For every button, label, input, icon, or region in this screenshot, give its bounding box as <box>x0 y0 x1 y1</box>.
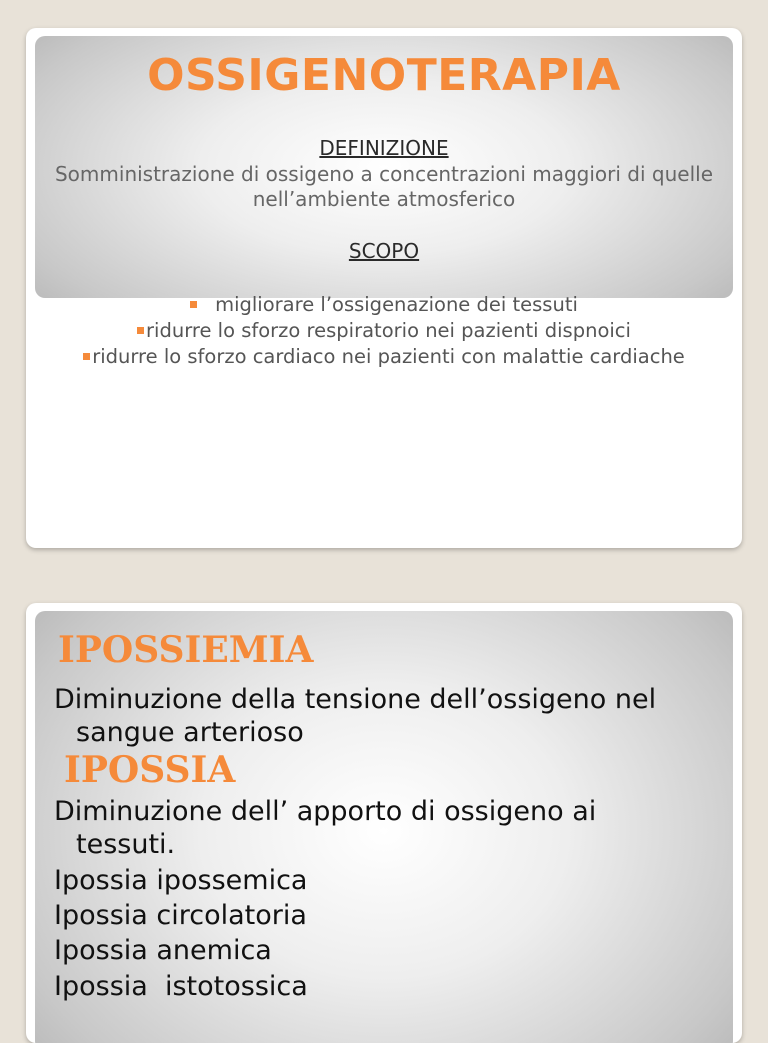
heading-ipossiemia: IPOSSIEMIA <box>58 629 314 671</box>
definition-heading-wrap <box>26 136 742 160</box>
list-item: ridurre lo sforzo respiratorio nei pazienti dispnoici <box>26 318 742 344</box>
ipossia-type-3: Ipossia anemica <box>54 935 272 966</box>
slide-ossigenoterapia <box>26 28 742 548</box>
ipossia-definition: Diminuzione dell’ apporto di ossigeno ai tessuti. <box>54 796 597 860</box>
ipossia-type-2: Ipossia circolatoria <box>54 900 307 931</box>
definition-heading: DEFINIZIONE <box>319 136 449 160</box>
definition-line-1: Somministrazione di ossigeno a concentrazioni maggiori di quelle <box>54 162 714 186</box>
scope-heading-wrap <box>26 239 742 263</box>
list-item: ridurre lo sforzo cardiaco nei pazienti con malattie cardiache <box>26 344 742 370</box>
scope-heading: SCOPO <box>348 239 420 263</box>
slide-title: OSSIGENOTERAPIA <box>147 50 621 101</box>
bullet-square-icon <box>83 353 90 360</box>
heading-ipossia: IPOSSIA <box>64 749 236 791</box>
definition-text <box>26 162 742 212</box>
scope-bullet-list <box>26 292 742 370</box>
ipossia-type-4: Ipossia istotossica <box>54 971 308 1002</box>
definition-line-2: nell’ambiente atmosferico <box>252 187 516 211</box>
slide-ipossiemia <box>26 603 742 1043</box>
list-item: migliorare l’ossigenazione dei tessuti <box>26 292 742 318</box>
bullet-square-icon <box>190 301 197 308</box>
ipossiemia-definition: Diminuzione della tensione dell’ossigeno nel sangue arterioso <box>54 684 657 748</box>
ipossia-type-1: Ipossia ipossemica <box>54 865 308 896</box>
bullet-square-icon <box>137 327 144 334</box>
